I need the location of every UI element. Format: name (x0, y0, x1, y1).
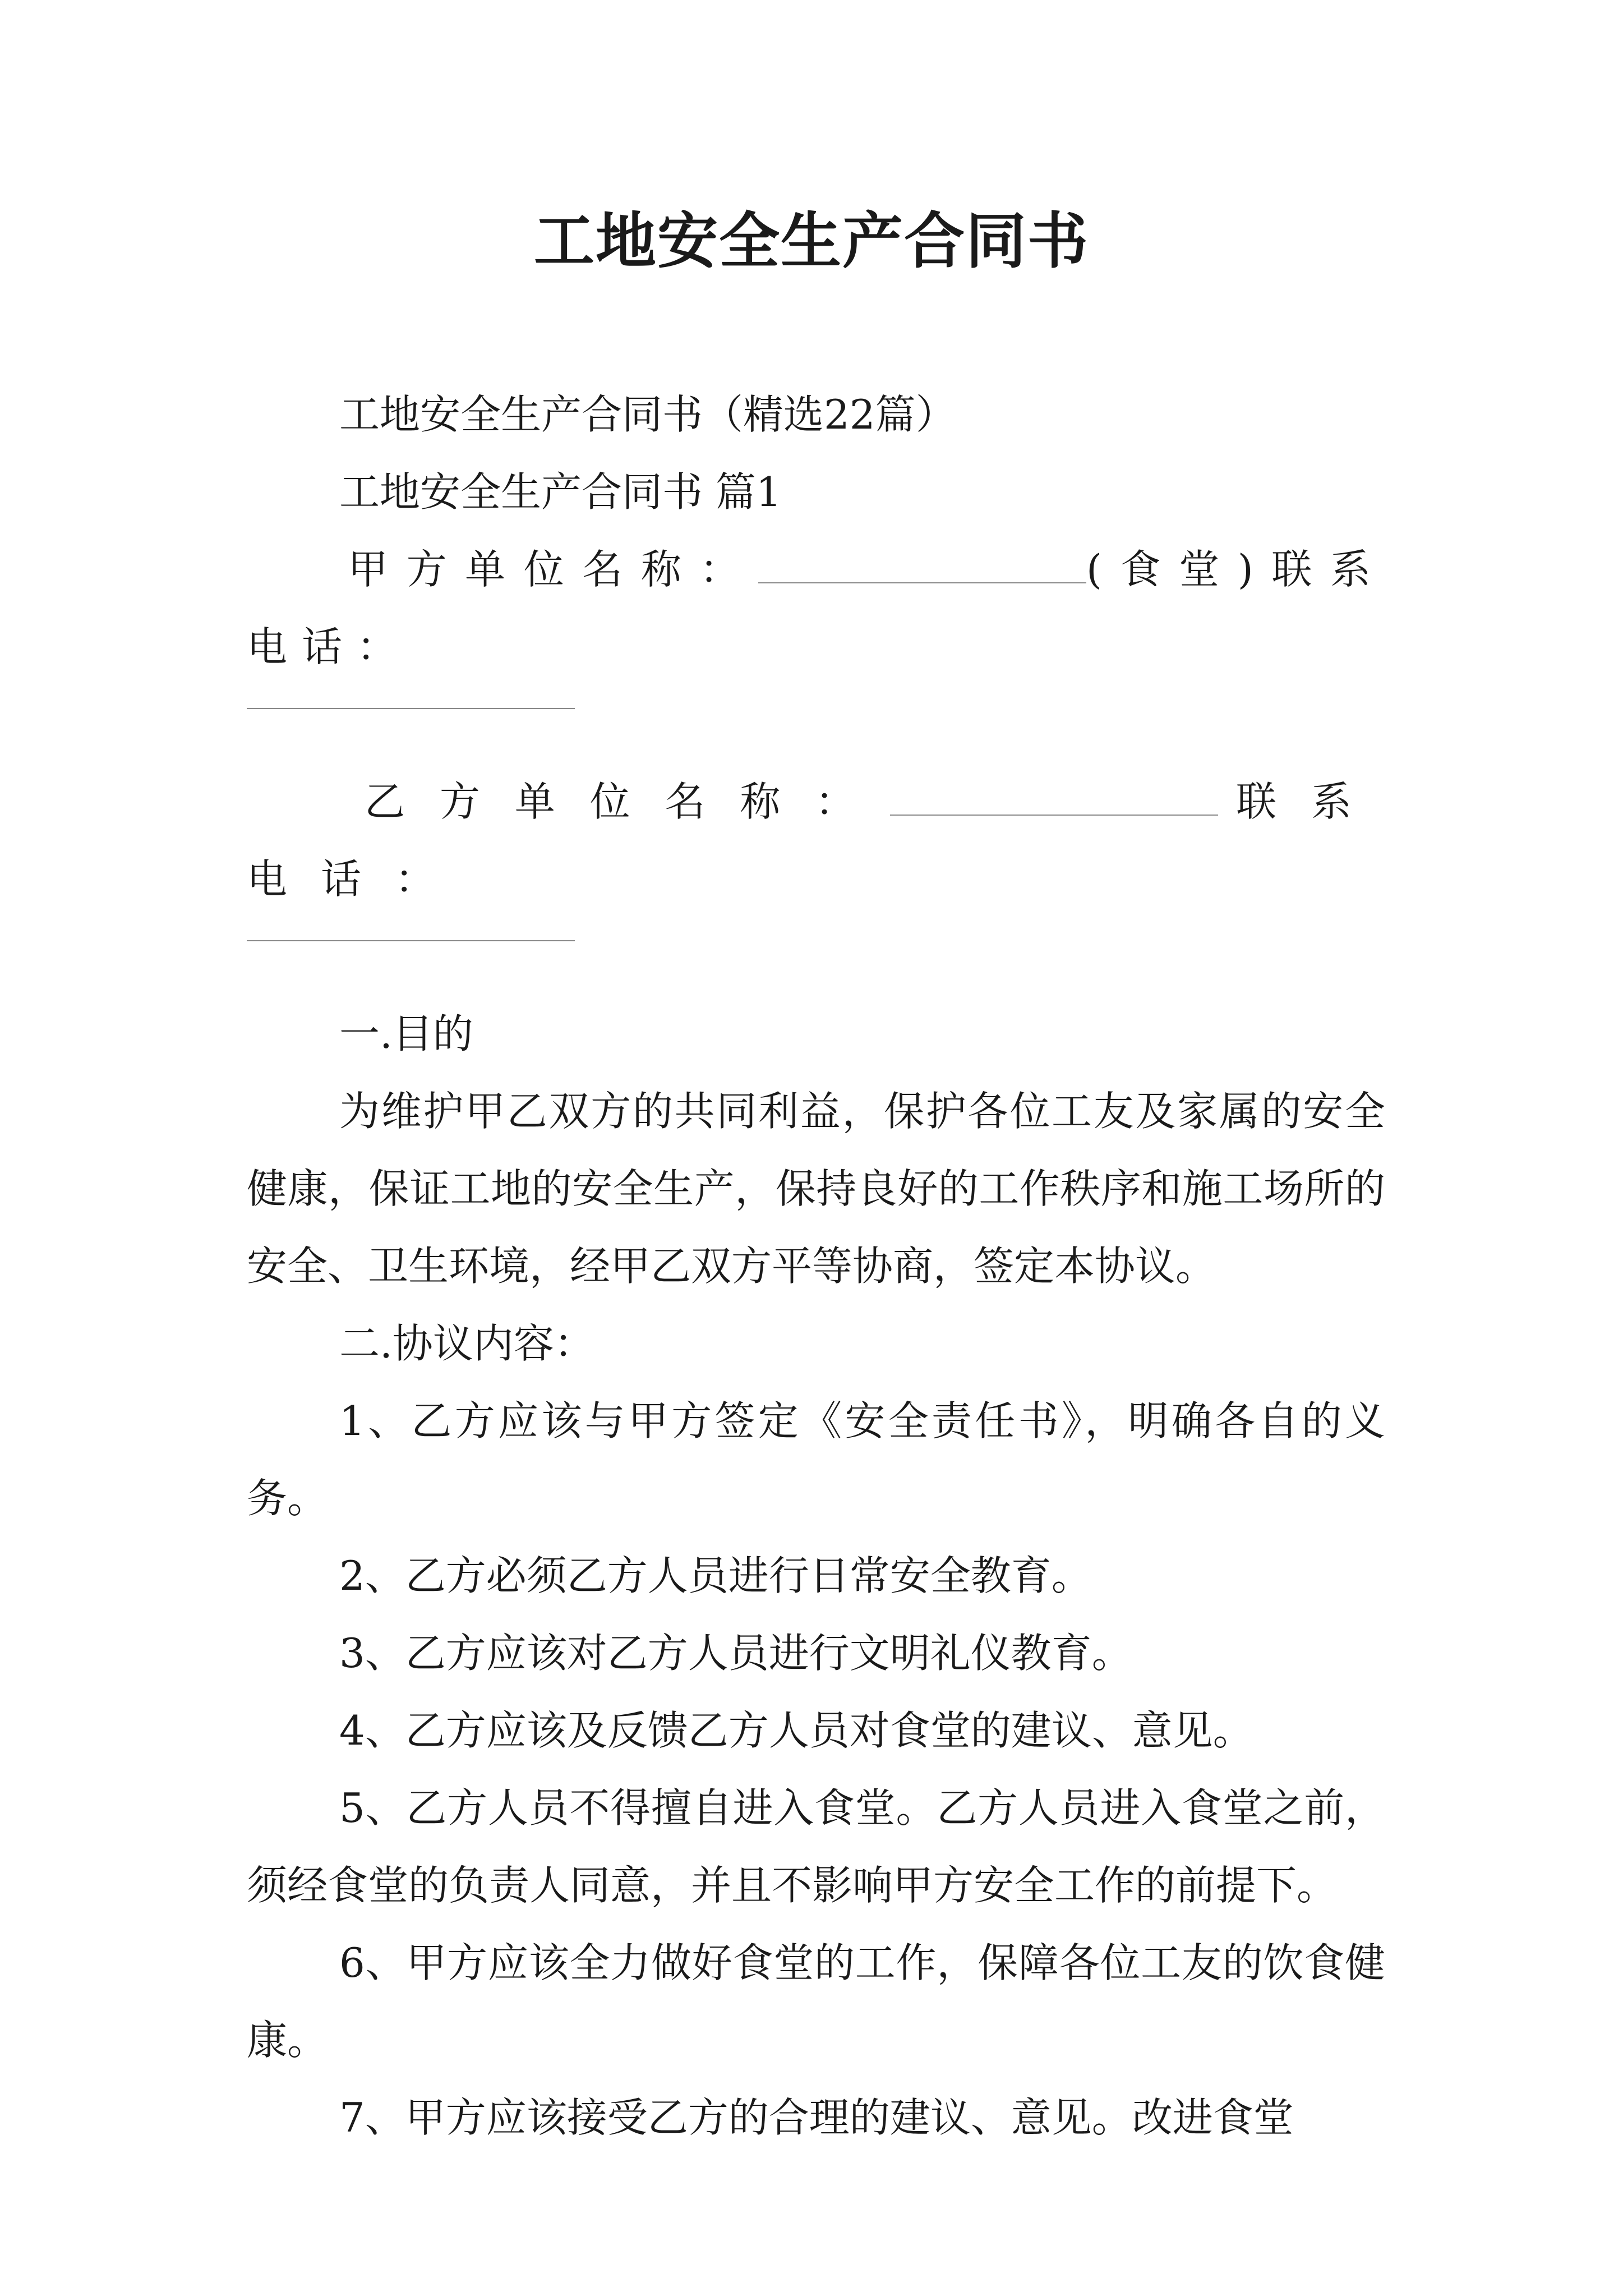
section2-heading: 二.协议内容： (339, 1320, 594, 1367)
document-body (247, 376, 1385, 2156)
party-a-suffix: (食堂)联系电话： (247, 546, 1385, 670)
list-item: 6、甲方应该全力做好食堂的工作，保障各位工友的饮食健康。 (247, 1939, 1385, 2064)
section1-heading: 一.目的 (339, 1010, 473, 1057)
document-title: 工地安全生产合同书 (533, 206, 1089, 277)
list-item: 2、乙方必须乙方人员进行日常安全教育。 (339, 1552, 1092, 1599)
party-a-name-blank (758, 549, 1086, 583)
party-b-phone-line (247, 918, 1385, 995)
party-b-label: 乙方单位名称： (365, 778, 891, 825)
party-b-name-blank (890, 781, 1218, 816)
subtitle: 工地安全生产合同书（精选22篇） (339, 391, 956, 438)
list-item: 5、乙方人员不得擅自进入食堂。乙方人员进入食堂之前，须经食堂的负责人同意，并且不影响甲方安全工作的前提下。 (247, 1784, 1385, 1909)
party-b-phone-blank (247, 940, 575, 941)
section1-paragraph: 为维护甲乙双方的共同利益，保护各位工友及家属的安全健康，保证工地的安全生产，保持良好的工作秩序和施工场所的安全、卫生环境，经甲乙双方平等协商，签定本协议。 (247, 1088, 1385, 1290)
list-item: 4、乙方应该及反馈乙方人员对食堂的建议、意见。 (339, 1707, 1253, 1754)
party-a-phone-blank (247, 708, 575, 709)
chapter-heading: 工地安全生产合同书 篇1 (339, 468, 782, 516)
list-item: 3、乙方应该对乙方人员进行文明礼仪教育。 (339, 1630, 1132, 1677)
party-a-line (247, 531, 1385, 685)
party-a-phone-line (247, 685, 1385, 763)
party-b-line (247, 763, 1385, 918)
list-item: 7、甲方应该接受乙方的合理的建议、意见。改进食堂 (339, 2094, 1294, 2141)
party-b-suffix: 联系电话： (247, 778, 1385, 903)
list-item: 1、乙方应该与甲方签定《安全责任书》，明确各自的义务。 (247, 1397, 1385, 1522)
party-a-label: 甲方单位名称： (348, 546, 758, 593)
